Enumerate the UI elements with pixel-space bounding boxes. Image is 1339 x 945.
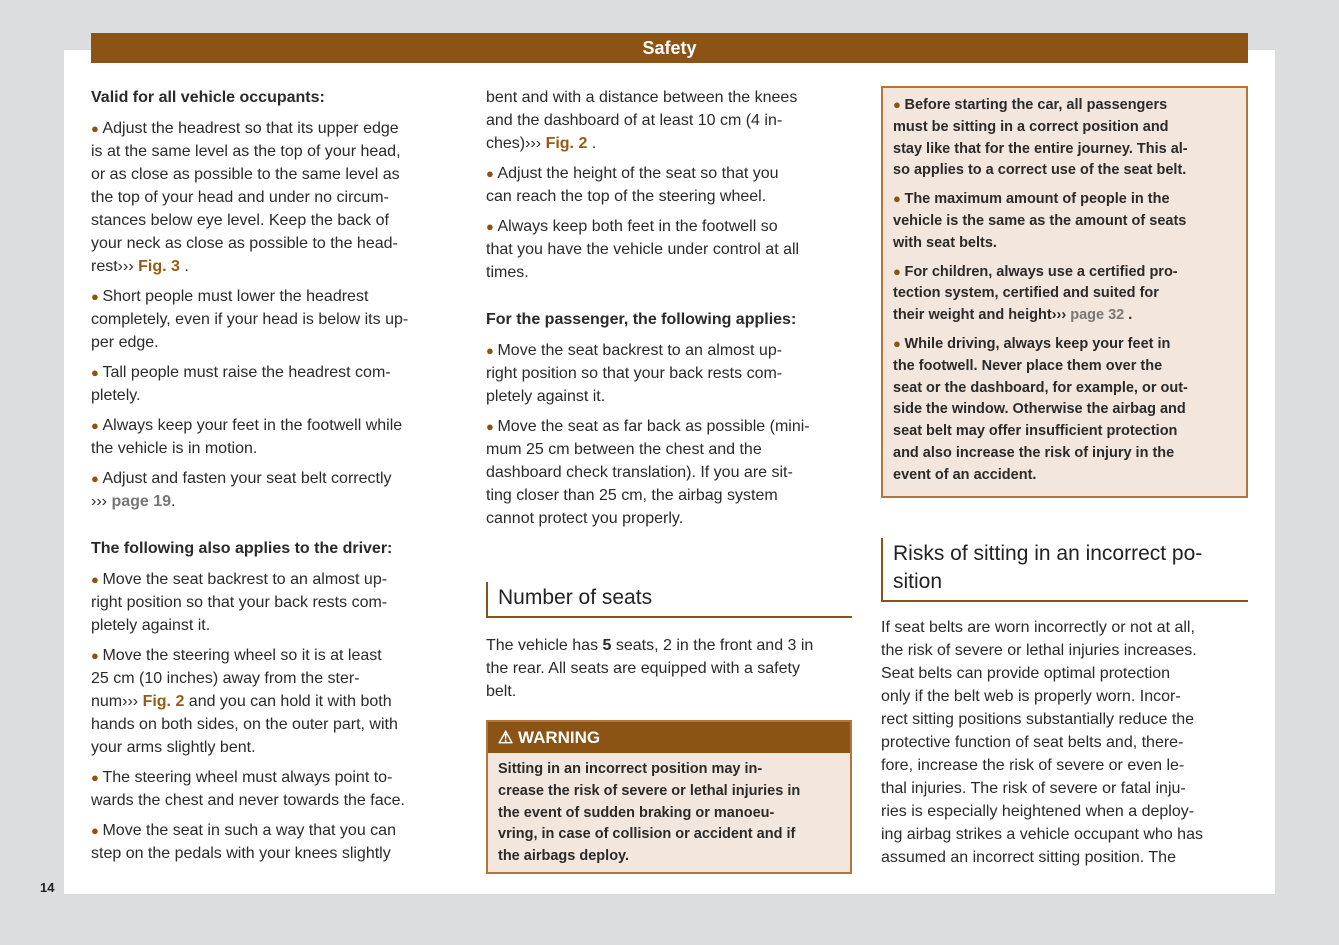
- bold-text: 5: [602, 637, 612, 654]
- subheading: The following also applies to the driver:: [91, 540, 393, 557]
- bullet-item: [486, 339, 852, 408]
- paragraph: [486, 634, 852, 703]
- bullet-item: [486, 162, 852, 208]
- bullet-item: [91, 819, 461, 865]
- column-3: [881, 86, 1248, 876]
- section-heading: Risks of sitting in an incorrect po- sition: [881, 538, 1248, 602]
- bullet-item: [91, 766, 461, 812]
- text-run: While driving, always keep your feet in the footwell. Never place them over the seat or the dashboard, for example, or out- side the window. Otherwise the airbag and seat belt may offer insufficient protection and also increase the risk of injury in the event of an accident.: [893, 335, 1188, 483]
- bullet-icon: ●: [91, 471, 103, 486]
- page-link[interactable]: page 32: [1070, 307, 1125, 324]
- figure-link[interactable]: Fig. 3: [138, 258, 180, 275]
- text-run: If seat belts are worn incorrectly or not at all, the risk of severe or lethal injuries increases. Seat belts can provide optimal protection only if the belt web is properly worn. Incor- rect sitting positions substantially reduce the protective function of seat belts and, there- fore, increase the risk of severe or even le- thal injuries. The risk of severe or fatal inju- ries is especially heightened when a deploy- ing airbag strikes a vehicle occupant who has assumed an incorrect sitting position. The: [881, 618, 1203, 866]
- bullet-icon: ●: [486, 343, 498, 358]
- note-item: [893, 188, 1236, 254]
- text-run: Move the seat as far back as possible (mini- mum 25 cm between the chest and the dashboard check translation). If you are sit- ting closer than 25 cm, the airbag system cannot protect you properly.: [486, 418, 810, 527]
- bullet-icon: ●: [486, 419, 498, 434]
- warning-header: [488, 722, 850, 753]
- text-run: Tall people must raise the headrest com- pletely.: [91, 364, 391, 404]
- paragraph: [486, 86, 852, 155]
- bullet-item: [91, 285, 461, 354]
- text-run: Move the seat backrest to an almost up- right position so that your back rests com- pletely against it.: [91, 571, 388, 634]
- section-title: Safety: [642, 38, 697, 58]
- bullet-item: [486, 415, 852, 530]
- bullet-icon: ●: [893, 263, 905, 279]
- warning-text: Sitting in an incorrect position may in- crease the risk of severe or lethal injuries in the event of sudden braking or manoeu- vring, in case of collision or accident and if the airbags deploy.: [498, 761, 801, 865]
- text-run: Adjust the headrest so that its upper edge is at the same level as the top of your head, or as close as possible to the same level as the top of your head and under no circum- stances below eye level. Keep the back of your neck as close as possible to the head- rest›››: [91, 120, 401, 275]
- figure-link[interactable]: Fig. 2: [545, 135, 588, 152]
- bullet-item: [91, 414, 461, 460]
- text-run: and you can hold it with both hands on both sides, on the outer part, with your arms slightly bent.: [91, 693, 398, 756]
- text-run: Move the seat backrest to an almost up- right position so that your back rests com- pletely against it.: [486, 342, 783, 405]
- bullet-icon: ●: [486, 166, 498, 181]
- text-run: seats, 2 in the front and 3 in the rear. All seats are equipped with a safety belt.: [486, 637, 814, 700]
- section-header-bar: [91, 33, 1248, 63]
- bullet-icon: ●: [91, 418, 103, 433]
- bullet-icon: ●: [893, 97, 905, 112]
- note-item: [893, 261, 1236, 327]
- text-run: Short people must lower the headrest completely, even if your head is below its up- per edge.: [91, 288, 409, 351]
- bullet-icon: ●: [91, 572, 103, 587]
- text-run: The maximum amount of people in the vehicle is the same as the amount of seats with seat belts.: [893, 191, 1187, 251]
- section-heading: Number of seats: [486, 582, 852, 618]
- bullet-icon: ●: [91, 648, 103, 663]
- warning-title: WARNING: [517, 728, 601, 747]
- text-run: For children, always use a certified pro- tection system, certified and suited for their weight and height›››: [893, 263, 1178, 324]
- column-2: [486, 86, 852, 874]
- figure-link[interactable]: Fig. 2: [142, 693, 185, 710]
- text-run: Adjust and fasten your seat belt correctly ›››: [91, 470, 392, 510]
- text-run: .: [179, 258, 189, 275]
- text-run: Always keep your feet in the footwell while the vehicle is in motion.: [91, 417, 403, 457]
- text-run: The steering wheel must always point to- wards the chest and never towards the face.: [91, 769, 405, 809]
- bullet-item: [91, 361, 461, 407]
- page-number: 14: [40, 880, 55, 895]
- paragraph: [881, 616, 1248, 869]
- warning-box: [486, 720, 852, 874]
- bullet-icon: ●: [893, 335, 905, 351]
- bullet-icon: ●: [91, 365, 103, 380]
- subheading: Valid for all vehicle occupants:: [91, 89, 325, 106]
- bullet-icon: ●: [91, 121, 103, 136]
- bullet-icon: ●: [486, 219, 498, 234]
- safety-note-box: [881, 86, 1248, 498]
- page-link[interactable]: page 19: [111, 493, 172, 510]
- bullet-item: [91, 117, 461, 278]
- column-1: [91, 86, 461, 872]
- text-run: .: [171, 493, 176, 510]
- text-run: .: [587, 135, 597, 152]
- text-run: Move the steering wheel so it is at least 25 cm (10 inches) away from the ster- num›››: [91, 647, 382, 710]
- text-run: The vehicle has: [486, 637, 603, 654]
- bullet-icon: ●: [91, 770, 103, 785]
- bullet-icon: ●: [893, 191, 905, 207]
- subheading: For the passenger, the following applies:: [486, 311, 797, 328]
- bullet-item: [486, 215, 852, 284]
- bullet-item: [91, 644, 461, 759]
- note-item: [893, 333, 1236, 487]
- bullet-item: [91, 467, 461, 513]
- note-item: [893, 94, 1236, 182]
- bullet-icon: ●: [91, 289, 103, 304]
- text-run: .: [1124, 307, 1133, 324]
- bullet-item: [91, 568, 461, 637]
- warning-triangle-icon: ⚠: [498, 728, 518, 747]
- text-run: bent and with a distance between the knees and the dashboard of at least 10 cm (4 in- ches)›››: [486, 89, 798, 152]
- text-run: Always keep both feet in the footwell so that you have the vehicle under control at all times.: [486, 218, 800, 281]
- bullet-icon: ●: [91, 823, 103, 838]
- text-run: Before starting the car, all passengers must be sitting in a correct position and stay like that for the entire journey. This al- so applies to a correct use of the seat belt.: [893, 97, 1188, 179]
- text-run: Adjust the height of the seat so that you can reach the top of the steering wheel.: [486, 165, 779, 205]
- text-run: Move the seat in such a way that you can step on the pedals with your knees slightly: [91, 822, 396, 862]
